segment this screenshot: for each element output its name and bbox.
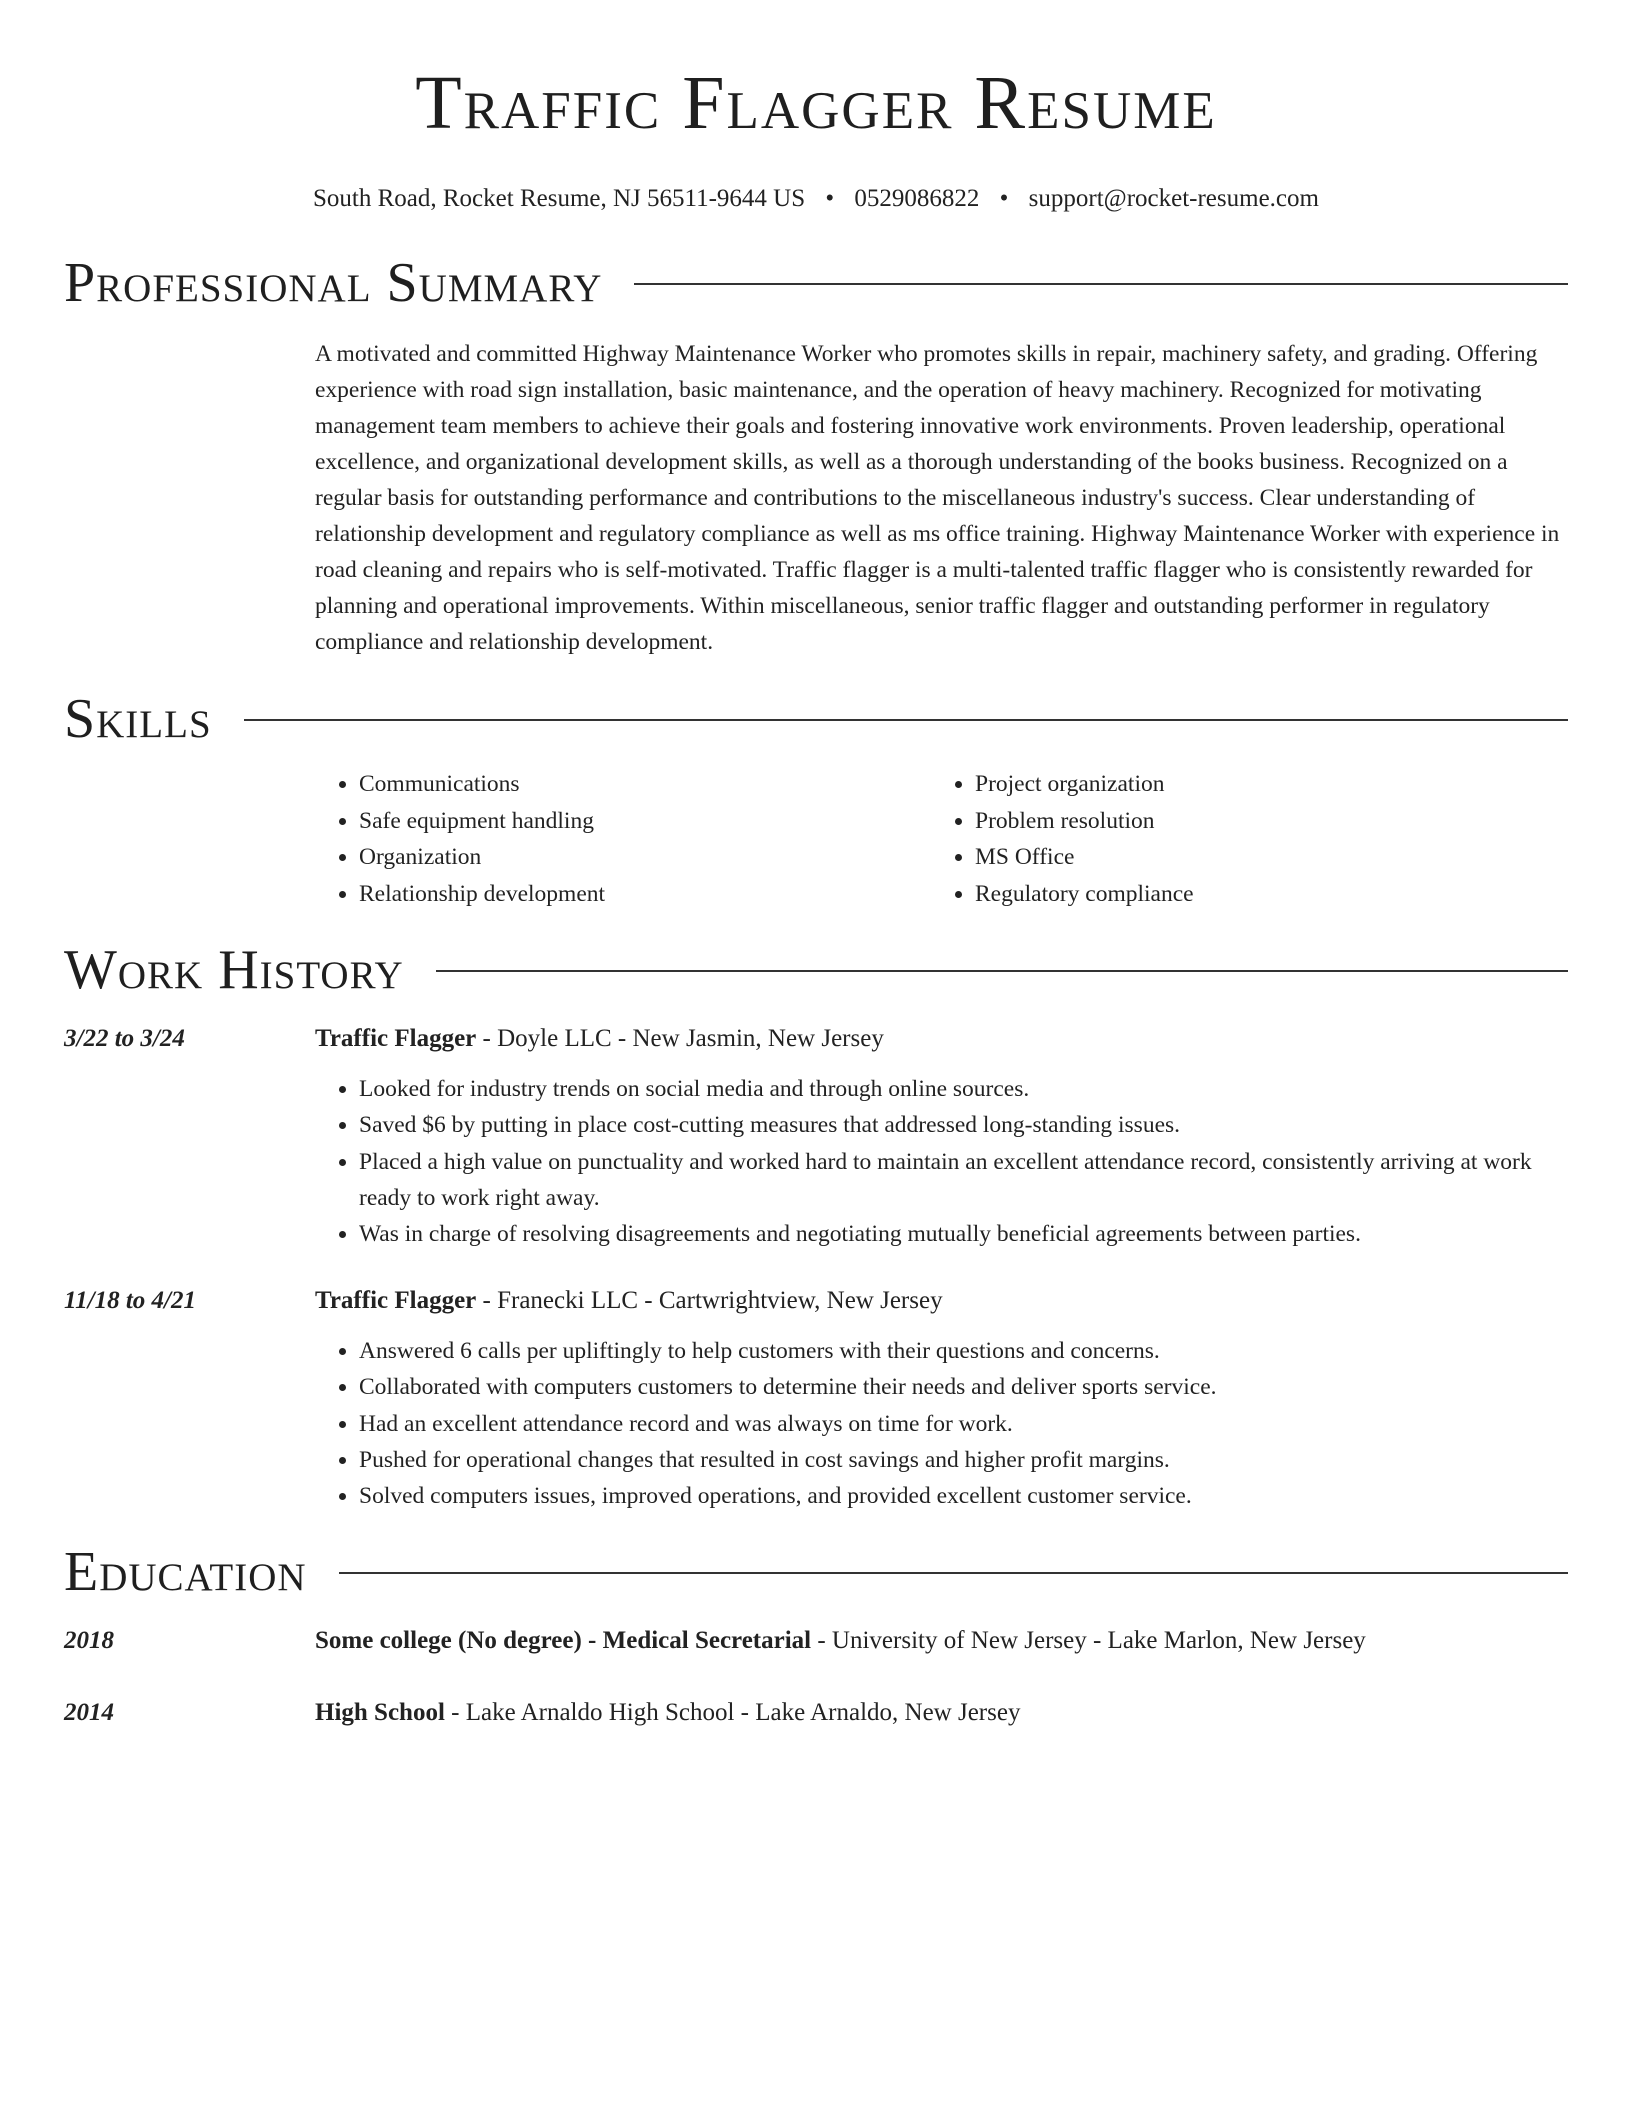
section-divider [244,719,1568,721]
skills-column-right [931,766,1547,913]
skill-item: • Regulatory compliance [975,876,1547,913]
skills-heading: Skills [64,688,212,750]
job-duty: • Pushed for operational changes that resulted in cost savings and higher profit margins. [359,1442,1568,1478]
education-school: - University of New Jersey - Lake Marlon, New Jersey [811,1626,1366,1654]
job-dates: 11/18 to 4/21 [64,1286,196,1314]
contact-separator: • [825,185,835,212]
summary-heading: Professional Summary [64,252,603,314]
education-heading: Education [64,1540,307,1603]
skills-list [315,766,1568,913]
job-duties [315,1071,1568,1253]
summary-section-header [64,250,1568,316]
education-degree: High School [315,1698,445,1726]
education-school: - Lake Arnaldo High School - Lake Arnaldo, New Jersey [444,1698,1021,1726]
summary-text: A motivated and committed Highway Maintenance Worker who promotes skills in repair, machinery safety, and grading. Offering experience with road sign installation, basic maintenance, and the operation of heavy machinery. Recognized for motivating management team members to achieve their goals and fostering innovative work environments. Proven leadership, operational excellence, and organizational development skills, as well as a thorough understanding of the books business. Recognized on a regular basis for outstanding performance and contributions to the miscellaneous industry's success. Clear understanding of relationship development and regulatory compliance as well as ms office training. Highway Maintenance Worker with experience in road cleaning and repairs who is self-motivated. Traffic flagger is a multi-talented traffic flagger who is consistently rewarded for planning and operational improvements. Within miscellaneous, senior traffic flagger and outstanding performer in regulatory compliance and relationship development. [315,341,1560,655]
contact-line [64,184,1568,214]
job-duty: • Answered 6 calls per upliftingly to help customers with their questions and concerns. [359,1333,1568,1369]
skill-item: • Communications [359,766,931,803]
job-entry [64,1021,1568,1253]
job-heading [315,1021,884,1057]
education-entry [64,1623,1568,1659]
skill-item: • MS Office [975,839,1547,876]
resume-title: Traffic Flagger Resume [415,61,1217,145]
job-employer: - Doyle LLC - New Jasmin, New Jersey [476,1024,884,1052]
work-section-header [64,937,1568,1003]
skills-column-left [315,766,931,913]
job-title: Traffic Flagger [315,1024,477,1052]
section-divider [634,283,1568,285]
job-duty: • Solved computers issues, improved operations, and provided excellent customer service. [359,1478,1568,1514]
skill-item: • Problem resolution [975,803,1547,840]
address: South Road, Rocket Resume, NJ 56511-9644 US [313,185,806,212]
education-heading-line [315,1695,1020,1731]
education-section-header [64,1539,1568,1605]
job-duty: • Was in charge of resolving disagreements and negotiating mutually beneficial agreements between parties. [359,1216,1568,1252]
contact-separator: • [999,185,1009,212]
job-duty: • Looked for industry trends on social media and through online sources. [359,1071,1568,1107]
work-heading: Work History [64,938,404,1001]
education-heading-line [315,1623,1366,1659]
education-entry [64,1695,1568,1731]
skill-item: • Relationship development [359,876,931,913]
job-duty: • Had an excellent attendance record and was always on time for work. [359,1406,1568,1442]
education-year: 2014 [64,1698,114,1726]
job-dates: 3/22 to 3/24 [64,1024,185,1052]
section-divider [339,1572,1568,1574]
education-year: 2018 [64,1626,114,1654]
job-heading [315,1283,943,1319]
skill-item: • Organization [359,839,931,876]
job-duties [315,1333,1568,1515]
phone: 0529086822 [854,185,980,212]
skill-item: • Project organization [975,766,1547,803]
job-employer: - Franecki LLC - Cartwrightview, New Jersey [476,1286,943,1314]
job-duty: • Collaborated with computers customers to determine their needs and deliver sports service. [359,1369,1568,1405]
skills-section-header [64,686,1568,752]
job-title: Traffic Flagger [315,1286,477,1314]
skill-item: • Safe equipment handling [359,803,931,840]
section-divider [436,970,1568,972]
job-duty: • Placed a high value on punctuality and worked hard to maintain an excellent attendance record, consistently arriving at work ready to work right away. [359,1144,1568,1217]
email: support@rocket-resume.com [1028,185,1319,212]
job-entry [64,1283,1568,1515]
job-duty: • Saved $6 by putting in place cost-cutting measures that addressed long-standing issues. [359,1107,1568,1143]
education-degree: Some college (No degree) - Medical Secretarial [315,1626,812,1654]
